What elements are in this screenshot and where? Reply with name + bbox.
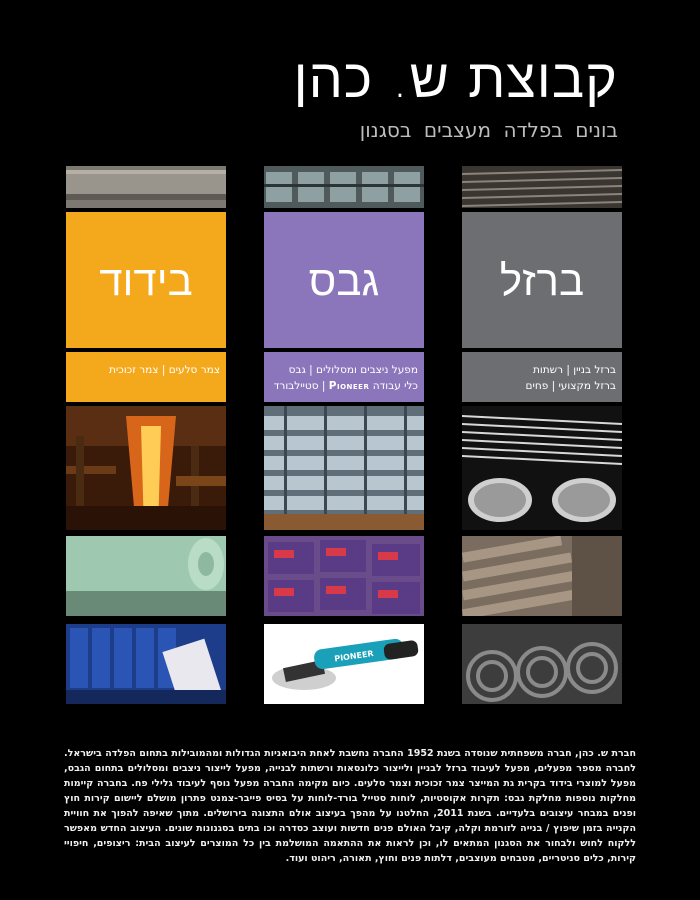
- tile-insulation[interactable]: [66, 212, 226, 348]
- wire-coils-photo: [462, 624, 622, 704]
- iron-desc-line-1: ברזל בניין | רשתות: [532, 364, 616, 376]
- insulation-desc-line: צמר סלעים | צמר זכוכית: [109, 364, 220, 376]
- page-title: קבוצת ש. כהן: [293, 47, 618, 110]
- insulation-rolls-photo: [66, 624, 226, 704]
- gypsum-desc-styleboard: | סטיילבורד: [273, 380, 326, 392]
- glass-wool-roll-photo: [66, 536, 226, 616]
- tile-iron-label: ברזל: [499, 255, 585, 305]
- angle-grinder-photo: [264, 624, 424, 704]
- gypsum-desc-tools: כלי עבודה: [372, 380, 418, 392]
- tile-iron[interactable]: [462, 212, 622, 348]
- steel-profiles-photo: [264, 406, 424, 530]
- gypsum-desc-line-2: [270, 378, 418, 394]
- gypsum-desc: [264, 352, 424, 402]
- tile-gypsum[interactable]: [264, 212, 424, 348]
- tile-insulation-label: בידוד: [99, 255, 193, 305]
- company-description: חברת ש. כהן, חברה משפחתית שנוסדה בשנת 1952 החברה נחשבת לאחת היבואניות הגדולות ומהמובילות בתחום הפלדה בישראל. לחברה מספר מפעלים, מפעל לעיבוד ברזל לבניין ולייצור כלונסאות ורשתות לבנייה, מפעל לייצור ניצבים ומסלולים בתחום הגבס, מפעל למוצרי בידוד בקרית גת המייצר צמר זכוכית וצמר סלעים. כיום מקימה החברה מפעל נוסף לעיבוד גלילי פח. בחברה קיימות מחלקות נוספות מחלקת גבס: תקרות אקוסטיות, לוחות סטייל בורד-לוחות על בסיס פייבר-צמנט פתרון מושלם ליישום קירות חוץ ופנים במבחר עיצובים בלעדיים. בשנת 2011, החלטנו על מהפך בעיצוב אולם התצוגה בירושלים. מתוך שאיפה להפוך את חוויית הקנייה בזמן שיפוץ / בנייה לזורמת וקלה, קיבל האולם פנים חדשות ועוצב כסדרה וכו בתים בסגנונות שונים. העיצוב החדש מאפשר ללקוח לחוש ולבחור את הסגנון המתאים לו, וכן לראות את ההתאמה המושלמת בין כל המוצרים לעיצוב הבית: ריצופים, חיפויי קירות, כלים סניטריים, מטבחים מעוצבים, דלתות פנים וחוץ, תאורה, ריהוט ועוד.: [64, 748, 637, 864]
- furnace-photo: [66, 406, 226, 530]
- insulation-desc: [66, 352, 226, 402]
- iron-desc: [462, 352, 622, 402]
- grinder-brand-label: PIONEER: [333, 649, 375, 664]
- rebar-strip-photo: [462, 166, 622, 208]
- steel-profiles-strip-photo: [264, 166, 424, 208]
- pioneer-brand: Pioneer: [328, 380, 370, 392]
- gypsum-desc-line-1: מפעל ניצבים ומסלולים | גבס: [288, 364, 418, 376]
- steel-beams-photo: [462, 536, 622, 616]
- page-subtitle: בונים בפלדה מעצבים בסגנון: [359, 118, 618, 142]
- rebar-bundle-photo: [462, 406, 622, 530]
- tile-gypsum-label: גבס: [308, 255, 380, 305]
- gypsum-boxes-photo: [264, 536, 424, 616]
- insulation-board-photo: [66, 166, 226, 208]
- iron-desc-line-2: ברזל מקצועי | פחים: [525, 380, 616, 392]
